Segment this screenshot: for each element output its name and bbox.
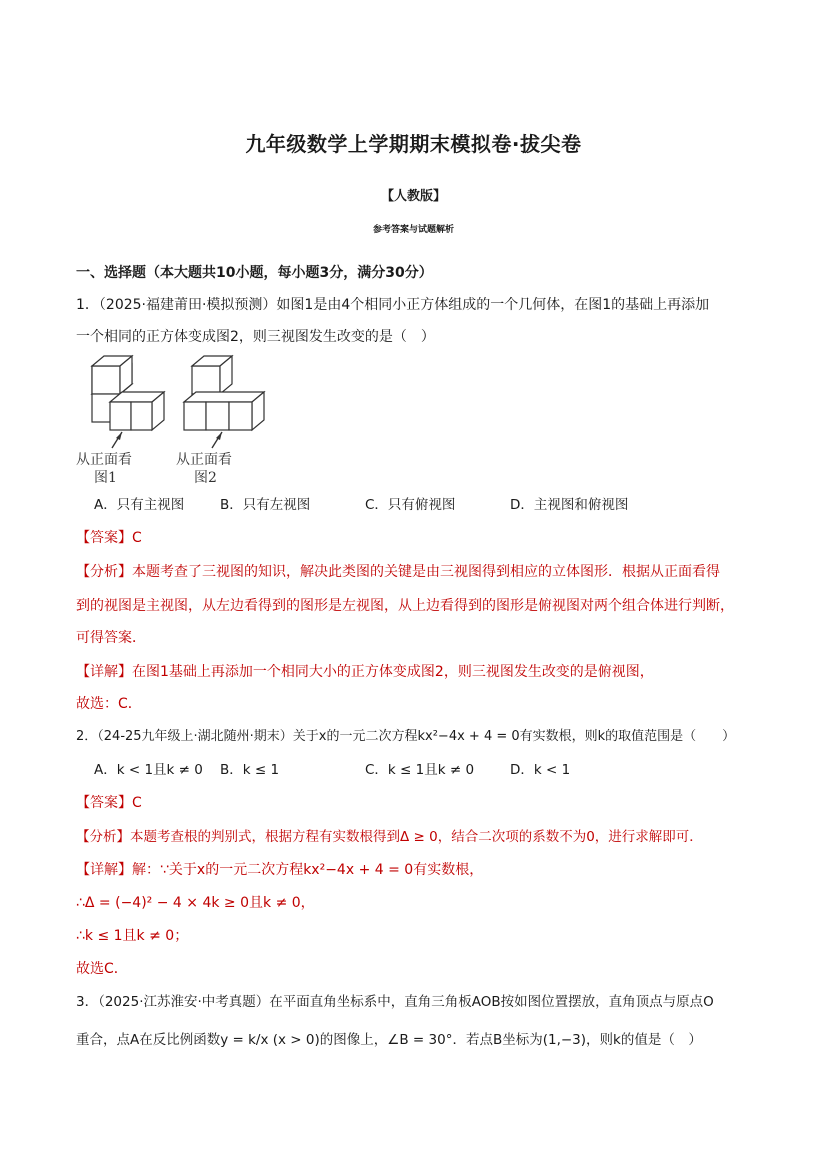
q1-fig1-label-name: 图1 (94, 470, 117, 486)
q1-fig2-arrowhead (216, 432, 222, 440)
q2-option-a: A．k < 1且k ≠ 0 (94, 762, 203, 778)
q1-fig1-arrowhead (116, 432, 122, 440)
q3-stem-line1: 3．（2025·江苏淮安·中考真题）在平面直角坐标系中，直角三角板AOB按如图位置摆放，直角顶点与原点O (76, 994, 714, 1010)
q1-fig2-label-name: 图2 (194, 470, 217, 486)
q1-option-d: D．主视图和俯视图 (510, 497, 629, 513)
q1-figure-2 (172, 354, 272, 486)
q1-conclusion: 故选：C． (76, 696, 142, 712)
page-title: 九年级数学上学期期末模拟卷·拔尖卷 (245, 132, 582, 156)
q1-figure-1 (72, 354, 172, 486)
q1-option-b: B．只有左视图 (220, 497, 311, 513)
q1-analysis-line1: 【分析】本题考查了三视图的知识，解决此类图的关键是由三视图得到相应的立体图形．根据从正面看得 (76, 564, 720, 580)
q1-stem-line2: 一个相同的正方体变成图2，则三视图发生改变的是（ ） (76, 329, 435, 345)
q2-step1: ∴Δ = (−4)² − 4 × 4k ≥ 0且k ≠ 0， (76, 895, 315, 911)
page-subtitle: 参考答案与试题解析 (372, 225, 454, 235)
section-title: 一、选择题（本大题共10小题，每小题3分，满分30分） (76, 265, 433, 281)
q2-option-b: B．k ≤ 1 (220, 762, 280, 778)
q1-fig2-label-view: 从正面看 (176, 452, 232, 468)
q2-conclusion: 故选C． (76, 961, 128, 977)
q1-stem-line1: 1．（2025·福建莆田·模拟预测）如图1是由4个相同小正方体组成的一个几何体，在图1的基础上再添加 (76, 297, 710, 313)
q1-answer: 【答案】C (76, 530, 142, 546)
q2-option-d: D．k < 1 (510, 762, 571, 778)
q3-stem-line2: 重合，点A在反比例函数y = k/x (x > 0)的图像上，∠B = 30°．若点B坐标为(1,−3)，则k的值是（ ） (76, 1032, 702, 1048)
q2-option-c: C．k ≤ 1且k ≠ 0 (365, 762, 475, 778)
q1-option-c: C．只有俯视图 (365, 497, 456, 513)
q2-detail: 【详解】解：∵关于x的一元二次方程kx²−4x + 4 = 0有实数根， (76, 862, 484, 878)
q2-answer: 【答案】C (76, 795, 142, 811)
q2-step2: ∴k ≤ 1且k ≠ 0； (76, 928, 189, 944)
q1-detail: 【详解】在图1基础上再添加一个相同大小的正方体变成图2，则三视图发生改变的是俯视图， (76, 664, 654, 680)
q1-option-a: A．只有主视图 (94, 497, 185, 513)
q1-analysis-line3: 可得答案． (76, 630, 146, 646)
q1-analysis-line2: 到的视图是主视图，从左边看得到的图形是左视图，从上边看得到的图形是俯视图对两个组合体进行判断， (76, 598, 734, 614)
q2-stem: 2．（24-25九年级上·湖北随州·期末）关于x的一元二次方程kx²−4x + 4 = 0有实数根，则k的取值范围是（ ） (76, 729, 736, 744)
edition-label: 【人教版】 (380, 189, 446, 204)
q2-analysis: 【分析】本题考查根的判别式，根据方程有实数根得到Δ ≥ 0，结合二次项的系数不为0，进行求解即可． (76, 829, 703, 845)
q1-fig1-label-view: 从正面看 (76, 452, 132, 468)
